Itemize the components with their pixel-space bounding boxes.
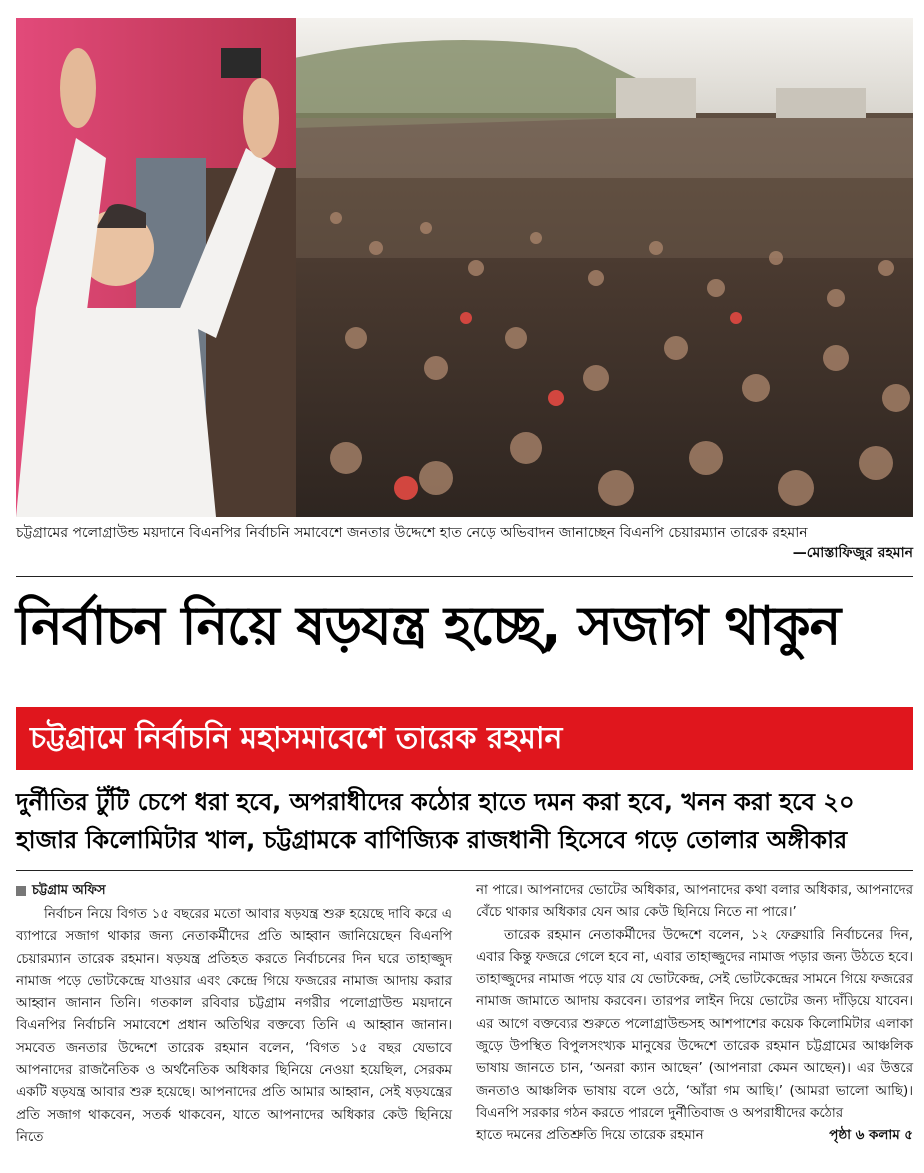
article-column-2 bbox=[476, 880, 913, 1148]
rally-photo-illustration bbox=[16, 18, 913, 517]
divider bbox=[16, 870, 913, 871]
photo-caption bbox=[16, 523, 913, 563]
photo-credit: —মোস্তাফিজুর রহমান bbox=[792, 545, 913, 561]
kicker-text: চট্টগ্রামে নির্বাচনি মহাসমাবেশে তারেক রহমান bbox=[30, 721, 563, 756]
continued-on-page: পৃষ্ঠা ৬ কলাম ৫ bbox=[829, 1128, 913, 1144]
byline-square-icon bbox=[16, 886, 26, 896]
byline bbox=[16, 880, 452, 902]
subheadline: দুর্নীতির টুঁটি চেপে ধরা হবে, অপরাধীদের কঠোর হাতে দমন করা হবে, খনন করা হবে ২০ হাজার কিলোমিটার খাল, চট্টগ্রামকে বাণিজ্যিক রাজধানী হিসেবে গড়ে তোলার অঙ্গীকার bbox=[16, 788, 855, 854]
caption-text: চট্টগ্রামের পলোগ্রাউন্ড ময়দানে বিএনপির নির্বাচনি সমাবেশে জনতার উদ্দেশে হাত নেড়ে অভিবাদন জানাচ্ছেন বিএনপি চেয়ারম্যান তারেক রহমান bbox=[16, 525, 808, 541]
byline-text: চট্টগ্রাম অফিস bbox=[32, 883, 106, 898]
lead-photo bbox=[16, 18, 913, 517]
paragraph-end: হাতে দমনের প্রতিশ্রুতি দিয়ে তারেক রহমান bbox=[476, 1128, 704, 1144]
divider bbox=[16, 576, 913, 577]
headline: নির্বাচন নিয়ে ষড়যন্ত্র হচ্ছে, সজাগ থাকুন bbox=[16, 596, 841, 657]
kicker-bar bbox=[16, 707, 913, 770]
paragraph: না পারে। আপনাদের ভোটের অধিকার, আপনাদের কথা বলার অধিকার, আপনাদের বেঁচে থাকার অধিকার যেন আর কেউ ছিনিয়ে নিতে না পারে।’ bbox=[476, 883, 913, 921]
paragraph: নির্বাচন নিয়ে বিগত ১৫ বছরের মতো আবার ষড়যন্ত্র শুরু হয়েছে দাবি করে এ ব্যাপারে সজাগ থাকার জন্য নেতাকর্মীদের প্রতি আহ্বান জানিয়েছেন বিএনপি চেয়ারম্যান তারেক রহমান। ষড়যন্ত্র প্রতিহত করতে নির্বাচনের দিন ঘরে তাহাজ্জুদ নামাজ পড়ে ভোটকেন্দ্রে যাওয়ার এবং কেন্দ্রে গিয়ে ফজরের নামাজ আদায় করার আহ্বান জানান তিনি। গতকাল রবিবার চট্টগ্রাম নগরীর পলোগ্রাউন্ড ময়দানে বিএনপির নির্বাচনি সমাবেশে প্রধান অতিথির বক্তব্যে তিনি এ আহ্বান জানান। সমবেত জনতার উদ্দেশে তারেক রহমান বলেন, ‘বিগত ১৫ বছর যেভাবে আপনাদের রাজনৈতিক ও অর্থনৈতিক অধিকার ছিনিয়ে নেওয়া হয়েছিল, সেরকম একটি ষড়যন্ত্র আবার শুরু হয়েছে। আপনাদের প্রতি আমার আহ্বান, সেই ষড়যন্ত্রের প্রতি সজাগ থাকবেন, সতর্ক থাকবেন, যাতে আপনাদের অধিকার কেউ ছিনিয়ে নিতে bbox=[16, 907, 452, 1145]
article-column-1 bbox=[16, 880, 452, 1149]
paragraph: তারেক রহমান নেতাকর্মীদের উদ্দেশে বলেন, ১২ ফেব্রুয়ারি নির্বাচনের দিন, এবার কিন্তু ফজরে গেলে হবে না, এবার তাহাজ্জুদের নামাজ পড়ার জন্য উঠতে হবে। তাহাজ্জুদের নামাজ পড়ে যার যে ভোটকেন্দ্র, সেই ভোটকেন্দ্রের সামনে গিয়ে ফজরের নামাজ জামাতে আদায় করবেন। তারপর লাইন দিয়ে ভোটের জন্য দাঁড়িয়ে যাবেন। এর আগে বক্তব্যের শুরুতে পলোগ্রাউন্ডসহ আশপাশের কয়েক কিলোমিটার এলাকা জুড়ে উপস্থিত বিপুলসংখ্যক মানুষের উদ্দেশে তারেক রহমান চট্টগ্রামের আঞ্চলিক ভাষায় জানতে চান, ‘অনরা ক্যান আছেন’ (আপনারা কেমন আছেন)। এর উত্তরে জনতাও আঞ্চলিক ভাষায় বলে ওঠে, ‘আঁরা গম আছি।’ (আমরা ভালো আছি)। বিএনপি সরকার গঠন করতে পারলে দুর্নীতিবাজ ও অপরাধীদের কঠোর bbox=[476, 927, 913, 1121]
column-last-line bbox=[476, 1125, 913, 1147]
